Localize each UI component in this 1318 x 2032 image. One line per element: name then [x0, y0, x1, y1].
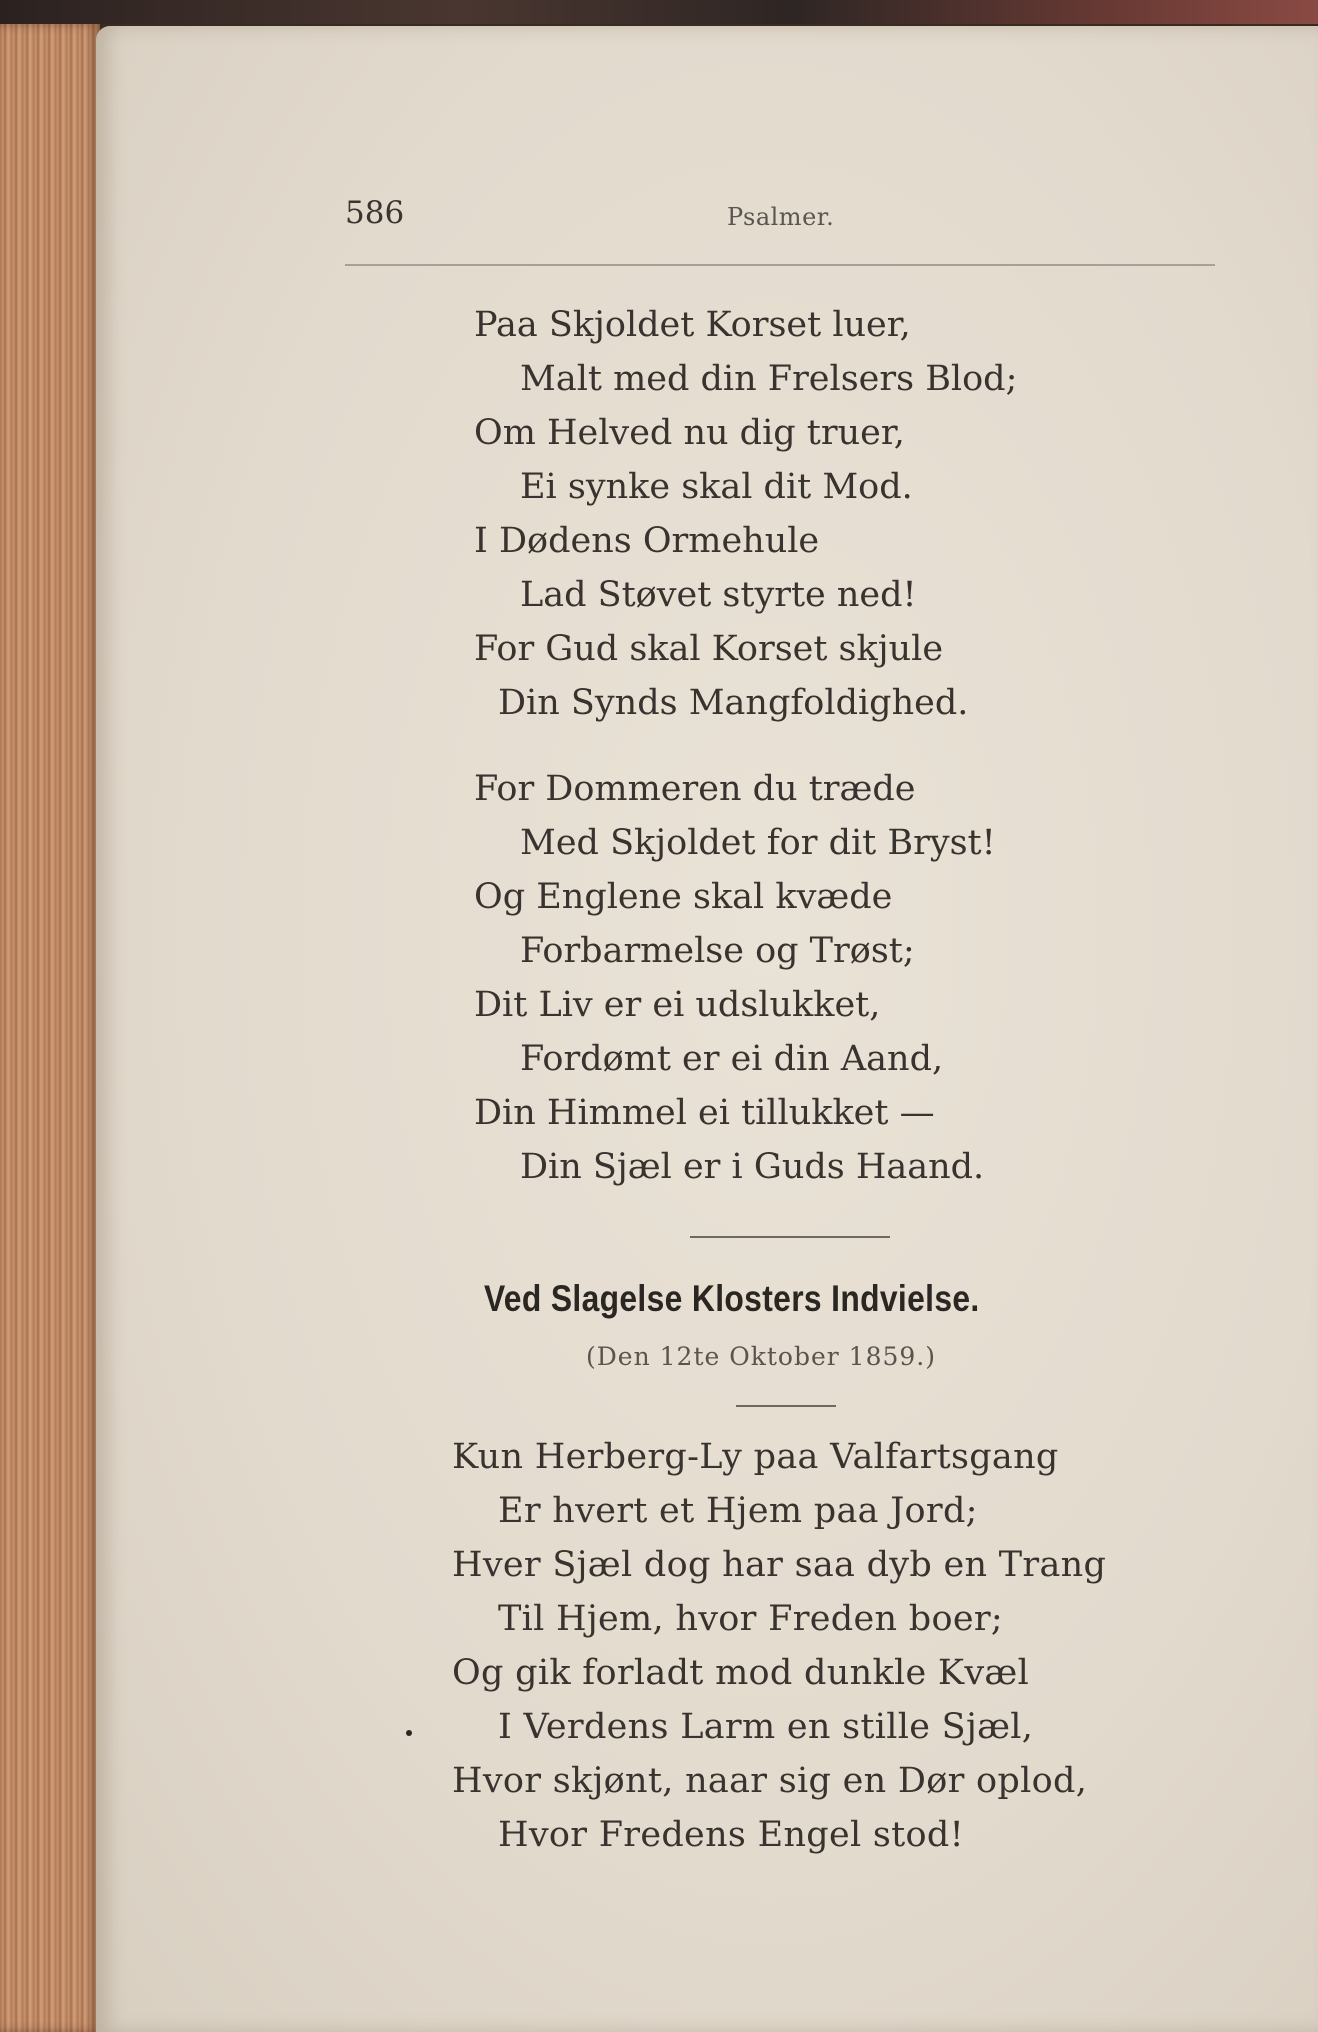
page-number: 586: [345, 195, 405, 231]
verse-line: Hvor skjønt, naar sig en Dør oplod,: [452, 1761, 1088, 1801]
poem-title: Ved Slagelse Klosters Indvielse.: [484, 1278, 980, 1319]
verse-line: Dit Liv er ei udslukket,: [474, 985, 881, 1025]
verse-line: For Dommeren du træde: [474, 769, 916, 809]
verse-line: Ei synke skal dit Mod.: [520, 467, 913, 507]
running-head: [345, 195, 1215, 245]
ink-speck: [406, 1730, 412, 1736]
title-divider: [736, 1405, 836, 1407]
verse-line: Lad Støvet styrte ned!: [520, 575, 917, 615]
verse-line: Med Skjoldet for dit Bryst!: [520, 823, 996, 863]
verse-line: Hver Sjæl dog har saa dyb en Trang: [452, 1545, 1107, 1585]
verse-line: I Dødens Ormehule: [474, 521, 820, 561]
poem1-stanza2: [474, 762, 996, 1194]
running-head-title: Psalmer.: [727, 203, 835, 231]
verse-line: Paa Skjoldet Korset luer,: [474, 305, 911, 345]
verse-line: Din Himmel ei tillukket —: [474, 1093, 935, 1133]
verse-line: Er hvert et Hjem paa Jord;: [498, 1491, 978, 1531]
verse-line: Din Sjæl er i Guds Haand.: [520, 1147, 985, 1187]
verse-line: I Verdens Larm en stille Sjæl,: [498, 1707, 1034, 1747]
poem-dateline: (Den 12te Oktober 1859.): [586, 1342, 937, 1371]
verse-line: Fordømt er ei din Aand,: [520, 1039, 944, 1079]
book-page-edges: [0, 24, 100, 2032]
verse-line: Forbarmelse og Trøst;: [520, 931, 915, 971]
book-cover-top: [0, 0, 1318, 24]
verse-line: Din Synds Mangfoldighed.: [498, 683, 969, 723]
verse-line: For Gud skal Korset skjule: [474, 629, 944, 669]
section-divider: [690, 1236, 890, 1238]
verse-line: Og Englene skal kvæde: [474, 877, 893, 917]
verse-line: Malt med din Frelsers Blod;: [520, 359, 1018, 399]
poem1-stanza1: [474, 298, 1017, 730]
verse-line: Og gik forladt mod dunkle Kvæl: [452, 1653, 1030, 1693]
verse-line: Til Hjem, hvor Freden boer;: [498, 1599, 1003, 1639]
verse-line: Om Helved nu dig truer,: [474, 413, 905, 453]
poem2-stanza1: [452, 1430, 1106, 1862]
header-rule: [345, 264, 1215, 266]
verse-line: Kun Herberg-Ly paa Valfartsgang: [452, 1437, 1059, 1477]
verse-line: Hvor Fredens Engel stod!: [498, 1815, 964, 1855]
